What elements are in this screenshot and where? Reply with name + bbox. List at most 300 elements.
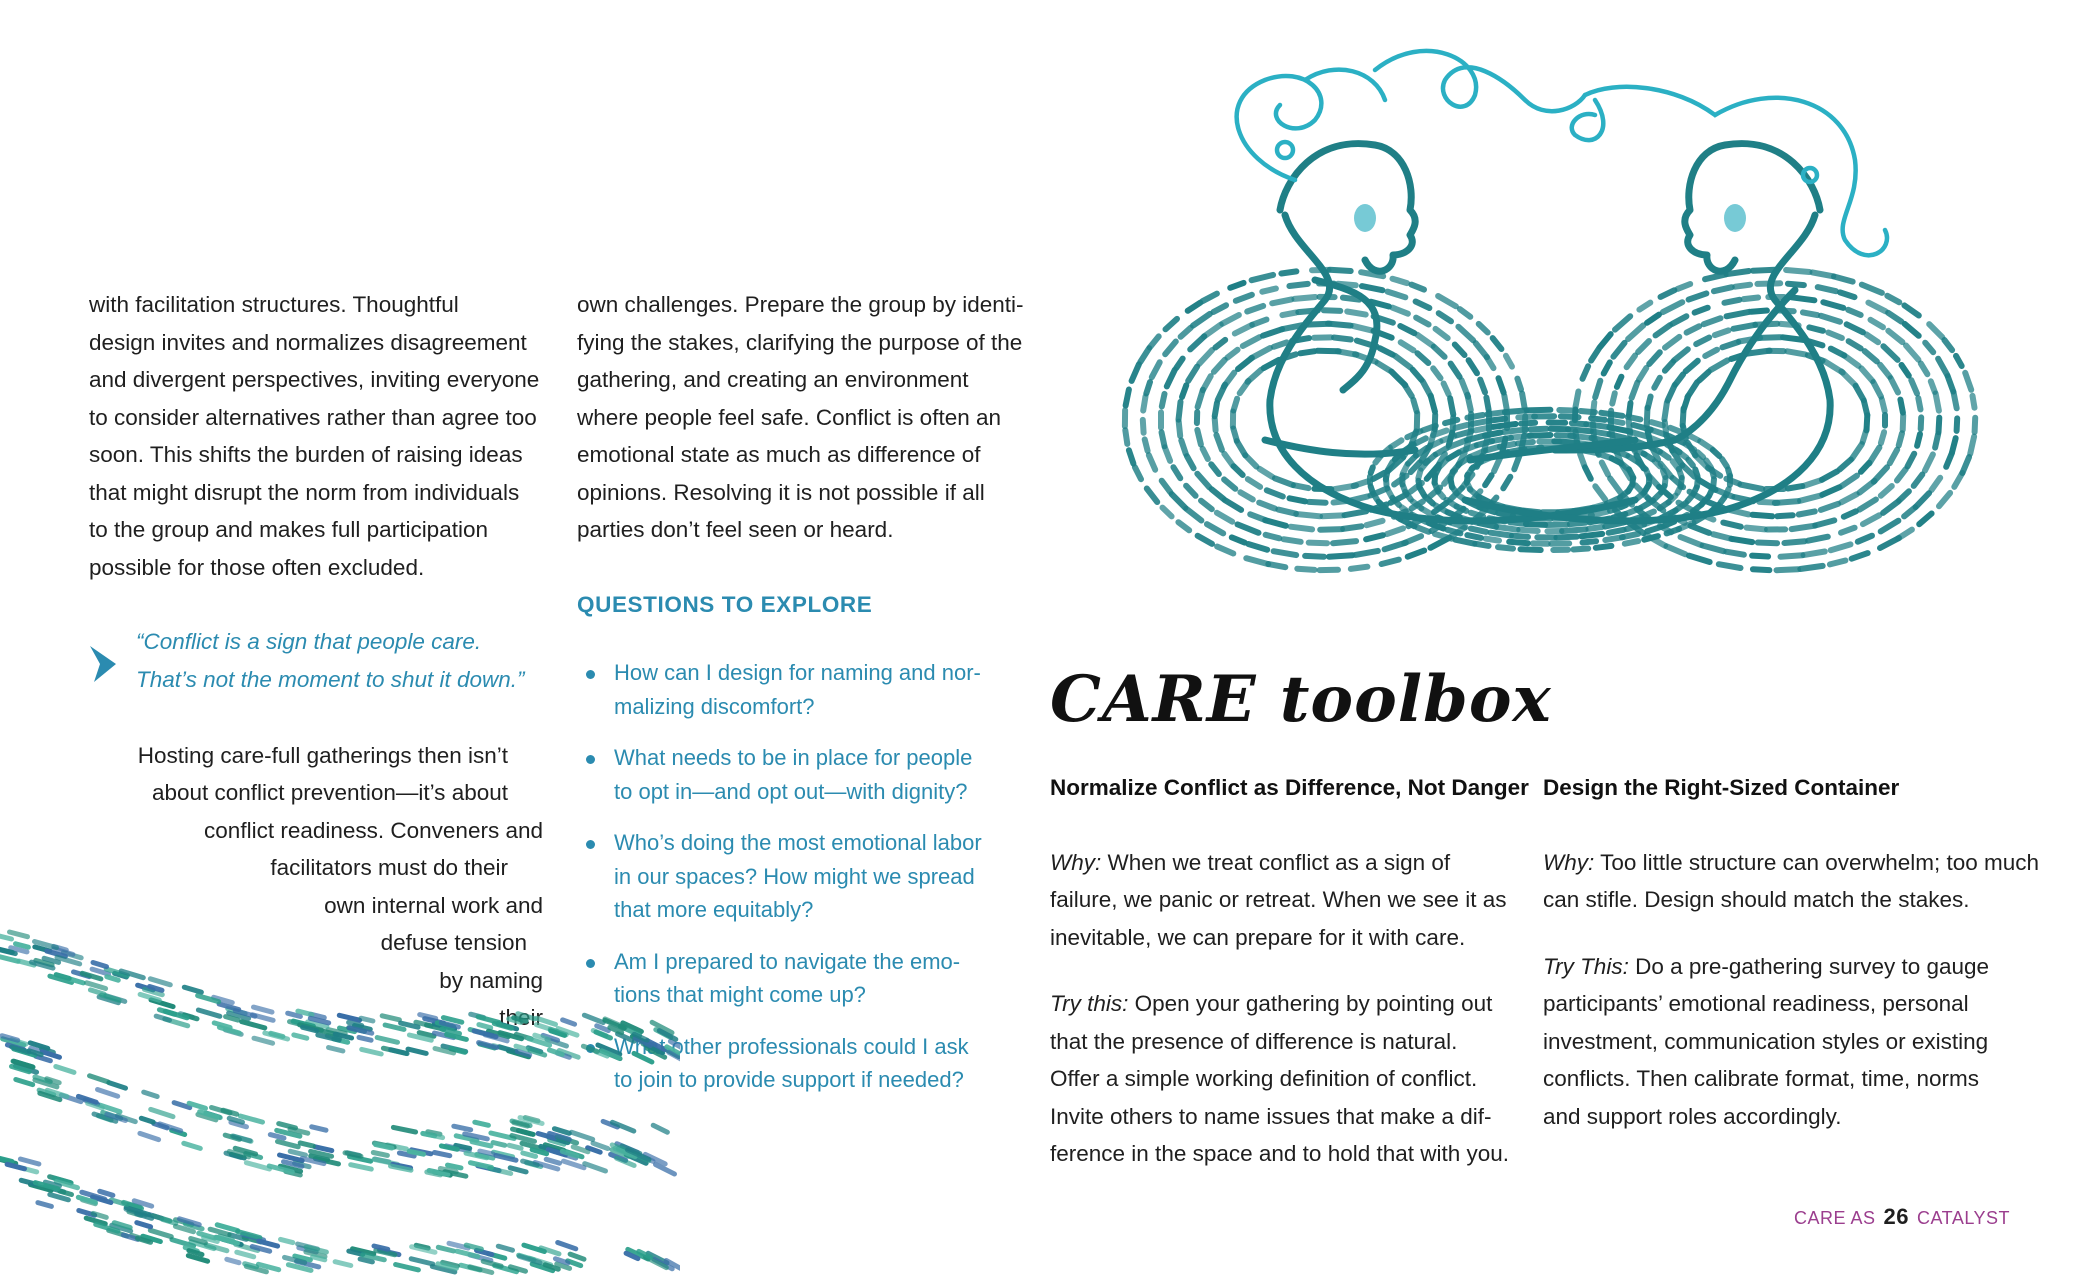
left-body-line: that might disrupt the norm from individuals xyxy=(89,479,520,505)
brush-dash xyxy=(1418,470,1420,478)
brush-dash xyxy=(1852,553,1868,559)
brush-dash xyxy=(1233,429,1237,441)
brush-dash xyxy=(1518,442,1533,444)
brush-dash xyxy=(1388,489,1392,497)
wave-dash xyxy=(585,1164,606,1171)
brush-dash xyxy=(1695,308,1708,313)
brush-dash xyxy=(1163,508,1172,517)
toolbox-left-column xyxy=(1050,769,1530,1202)
brush-dash xyxy=(1395,356,1411,368)
brush-dash xyxy=(1224,373,1234,387)
brush-dash xyxy=(1388,462,1393,470)
wave-dash xyxy=(265,1033,288,1039)
brush-dash xyxy=(1916,493,1930,507)
brush-dash xyxy=(1146,382,1150,394)
stair-line: own internal work and xyxy=(324,893,543,918)
toolbox-right-why xyxy=(1543,844,2040,919)
toolbox-left-why-label: Why: xyxy=(1050,849,1102,875)
brush-dash xyxy=(1917,434,1920,446)
middle-body-line: parties don’t feel seen or heard. xyxy=(577,517,894,542)
brush-dash xyxy=(1246,558,1268,564)
brush-dash xyxy=(1625,541,1638,544)
wave-dash xyxy=(227,1259,239,1262)
brush-dash xyxy=(1904,507,1915,516)
brush-dash xyxy=(1883,501,1899,513)
brush-dash xyxy=(1284,539,1301,542)
brush-dash xyxy=(1678,284,1691,289)
wave-dash xyxy=(490,1169,511,1174)
left-body-line: design invites and normalizes disagreement xyxy=(89,329,527,355)
brush-dash xyxy=(1371,467,1373,472)
brush-dash xyxy=(1505,410,1527,412)
wave-dash xyxy=(137,1223,151,1227)
brush-dash xyxy=(1670,428,1682,433)
brush-dash xyxy=(1690,526,1709,533)
brush-dash xyxy=(1663,302,1682,312)
brush-dash xyxy=(1149,455,1155,470)
brush-dash xyxy=(1162,481,1171,493)
brush-dash xyxy=(1650,429,1665,434)
left-body-line: to consider alternatives rather than agree too xyxy=(89,404,537,430)
brush-dash xyxy=(1689,293,1707,299)
wave-dash xyxy=(214,1023,230,1028)
wave-dash xyxy=(572,1132,593,1139)
brush-dash xyxy=(1556,537,1577,538)
brush-dash xyxy=(1260,469,1273,477)
brush-dash xyxy=(1165,447,1170,461)
brush-dash xyxy=(1458,327,1473,341)
brush-dash xyxy=(1252,275,1274,280)
brush-dash xyxy=(1610,478,1621,493)
question-line: What needs to be in place for people xyxy=(614,745,973,770)
question-line: to opt in—and opt out—with dignity? xyxy=(614,778,968,804)
toolbox-right-try-line: Do a pre-gathering survey to gauge xyxy=(1628,953,1990,979)
brush-dash xyxy=(1847,324,1863,332)
question-line: to join to provide support if needed? xyxy=(614,1067,964,1092)
brush-dash xyxy=(1248,479,1260,487)
wave-dash xyxy=(82,973,101,979)
question-item xyxy=(584,656,1014,723)
brush-dash xyxy=(1647,315,1659,323)
brush-dash xyxy=(1417,335,1432,346)
brush-dash xyxy=(1595,381,1600,398)
brush-dash xyxy=(1800,495,1821,500)
brush-dash xyxy=(1296,514,1320,516)
wave-dash xyxy=(151,1109,173,1116)
brush-dash xyxy=(1182,385,1186,397)
wave-dash xyxy=(36,1056,51,1061)
brush-dash xyxy=(1931,478,1940,490)
brush-dash xyxy=(1418,481,1419,487)
wave-dash xyxy=(298,1011,312,1015)
wave-dash xyxy=(493,1143,505,1146)
brush-dash xyxy=(1193,314,1210,326)
brush-dash xyxy=(1712,470,1714,477)
wave-dash xyxy=(514,1018,527,1022)
wave-dash xyxy=(60,1191,72,1194)
brush-dash xyxy=(1581,534,1602,536)
middle-body-line: own challenges. Prepare the group by identi- xyxy=(577,292,1024,317)
brush-dash xyxy=(1334,338,1351,340)
brush-dash xyxy=(1751,311,1767,312)
brush-dash xyxy=(1759,502,1777,503)
teal-brushstroke-waves xyxy=(0,920,680,1275)
toolbox-right-why-label: Why: xyxy=(1543,849,1595,875)
brush-dash xyxy=(1803,312,1817,315)
brush-dash xyxy=(1570,523,1586,525)
brush-dash xyxy=(1143,396,1145,410)
wave-dash xyxy=(329,1048,343,1052)
brush-dash xyxy=(1404,384,1412,396)
brush-dash xyxy=(1366,535,1383,539)
brush-dash xyxy=(1952,438,1956,452)
stair-line: their xyxy=(499,1005,543,1030)
brush-dash xyxy=(1834,277,1853,282)
wave-dash xyxy=(564,1161,585,1168)
brush-dash xyxy=(1595,486,1605,499)
brush-dash xyxy=(1203,376,1211,390)
brush-dash xyxy=(1401,342,1414,350)
brush-dash xyxy=(1722,459,1727,466)
brush-dash xyxy=(1679,469,1682,477)
toolbox-left-heading: Normalize Conflict as Difference, Not Danger xyxy=(1050,775,1529,800)
folio-left: CARE AS xyxy=(1793,1208,1876,1228)
wave-dash xyxy=(411,1259,433,1264)
quote-chevron-icon xyxy=(86,642,122,686)
toolbox-left-try-label: Try this: xyxy=(1050,991,1129,1016)
wave-dash xyxy=(498,1246,512,1250)
brush-dash xyxy=(1883,346,1897,360)
brush-dash xyxy=(1479,324,1488,333)
wave-dash xyxy=(38,1203,52,1207)
brush-dash xyxy=(1956,356,1962,366)
brush-dash xyxy=(1864,401,1867,415)
wave-dash xyxy=(150,1230,171,1236)
wave-dash xyxy=(259,1241,278,1246)
brush-dash xyxy=(1267,490,1283,496)
brush-dash xyxy=(1699,372,1709,381)
brush-dash xyxy=(1903,415,1904,430)
brush-dash xyxy=(1900,400,1903,413)
brush-dash xyxy=(1665,362,1673,371)
brush-dash xyxy=(1591,348,1600,361)
brush-dash xyxy=(1547,525,1567,526)
brush-dash xyxy=(1602,463,1608,475)
wave-dash xyxy=(0,956,18,962)
brush-dash xyxy=(1672,316,1686,324)
brush-dash xyxy=(1938,359,1947,375)
wave-dash xyxy=(518,1131,533,1135)
wave-dash xyxy=(438,1247,453,1251)
brush-dash xyxy=(1492,438,1511,441)
brush-dash xyxy=(1591,418,1605,420)
brush-dash xyxy=(1939,493,1950,506)
brush-dash xyxy=(1217,547,1233,554)
brush-dash xyxy=(1215,340,1225,348)
toolbox-left-why xyxy=(1050,844,1530,957)
wave-dash xyxy=(210,1229,229,1234)
brush-dash xyxy=(1347,312,1366,315)
brush-dash xyxy=(1150,336,1159,347)
brush-dash xyxy=(1887,296,1899,303)
brush-dash xyxy=(1908,454,1915,467)
left-column-body xyxy=(89,286,559,586)
brush-dash xyxy=(1366,521,1382,525)
wave-dash xyxy=(483,1261,501,1266)
bullet-dot-icon xyxy=(586,755,595,764)
brush-dash xyxy=(1152,362,1160,377)
brush-dash xyxy=(1931,381,1935,392)
question-line: How can I design for naming and nor- xyxy=(614,660,981,685)
brush-dash xyxy=(1217,513,1232,522)
bullet-dot-icon xyxy=(586,840,595,849)
wave-dash xyxy=(339,1015,359,1020)
brush-dash xyxy=(1687,326,1700,332)
toolbox-left-why-line: inevitable, we can prepare for it with care. xyxy=(1050,924,1466,950)
middle-body-paragraph xyxy=(577,286,1047,549)
brush-dash xyxy=(1856,386,1864,400)
wave-dash xyxy=(435,1153,450,1156)
brush-dash xyxy=(1259,503,1275,509)
brush-dash xyxy=(1841,476,1857,487)
brush-dash xyxy=(1162,394,1165,407)
brush-dash xyxy=(1203,449,1208,459)
brush-dash xyxy=(1863,515,1880,524)
brush-dash xyxy=(1581,411,1595,412)
stair-line: Hosting care-full gatherings then isn’t xyxy=(137,743,508,768)
brush-dash xyxy=(1486,539,1500,541)
brush-dash xyxy=(1309,502,1326,503)
brush-dash xyxy=(1503,430,1526,433)
brush-dash xyxy=(1460,309,1470,317)
brush-dash xyxy=(1467,395,1470,410)
brush-dash xyxy=(1849,341,1861,348)
brush-dash xyxy=(1234,399,1238,411)
brush-dash xyxy=(1188,303,1201,311)
question-line: Am I prepared to navigate the emo- xyxy=(614,948,961,974)
brush-dash xyxy=(1492,419,1506,421)
brush-dash xyxy=(1844,511,1856,516)
wave-dash xyxy=(570,1254,584,1259)
brush-dash xyxy=(1629,469,1633,478)
brush-dash xyxy=(1841,494,1857,502)
brush-dash xyxy=(1644,536,1658,540)
wave-dash xyxy=(109,1083,126,1089)
brush-dash xyxy=(1212,489,1224,499)
brush-dash xyxy=(1235,325,1252,334)
brush-dash xyxy=(1487,412,1504,414)
brush-dash xyxy=(1498,547,1513,549)
wave-dash xyxy=(478,1017,499,1023)
brush-dash xyxy=(1668,385,1675,401)
wave-dash xyxy=(345,1153,361,1157)
brush-dash xyxy=(1252,320,1266,325)
brush-dash xyxy=(1865,351,1877,361)
brush-dash xyxy=(1393,279,1408,283)
brush-dash xyxy=(1906,346,1918,360)
wave-dash xyxy=(140,1133,159,1139)
brush-dash xyxy=(1275,478,1293,485)
toolbox-right-column xyxy=(1543,769,2040,1164)
wave-dash xyxy=(558,1243,576,1249)
brush-dash xyxy=(1333,541,1356,543)
brush-dash xyxy=(1586,424,1607,427)
wave-dash xyxy=(597,1026,609,1031)
brush-dash xyxy=(1272,299,1291,303)
brush-dash xyxy=(1753,569,1770,570)
stair-line: defuse tension xyxy=(380,930,527,955)
brush-dash xyxy=(1162,432,1165,446)
brush-dash xyxy=(1831,544,1851,550)
brush-dash xyxy=(1954,392,1957,408)
brush-dash xyxy=(1957,418,1958,431)
brush-dash xyxy=(1167,370,1175,387)
brush-dash xyxy=(1411,285,1424,290)
brush-dash xyxy=(1664,403,1667,420)
wave-dash xyxy=(412,1247,435,1253)
brush-dash xyxy=(1694,488,1697,494)
stair-line: by naming xyxy=(439,968,543,993)
brush-dash xyxy=(1601,413,1622,416)
wave-dash xyxy=(420,1015,436,1019)
brush-dash xyxy=(1693,504,1702,511)
brush-dash xyxy=(1841,371,1855,385)
toolbox-left-why-line: failure, we panic or retreat. When we see it as xyxy=(1050,887,1507,912)
wave-dash xyxy=(563,1020,575,1024)
brush-dash xyxy=(1823,302,1843,308)
brush-dash xyxy=(1609,530,1624,533)
brush-dash xyxy=(1522,393,1524,407)
brush-dash xyxy=(1585,467,1591,479)
toolbox-right-try-line: participants’ emotional readiness, personal xyxy=(1543,991,1969,1016)
brush-dash xyxy=(1661,452,1669,457)
brush-dash xyxy=(1866,334,1878,342)
brush-dash xyxy=(1665,337,1679,348)
brush-dash xyxy=(1281,271,1296,273)
brush-dash xyxy=(1689,556,1710,562)
brush-dash xyxy=(1388,292,1406,298)
brush-dash xyxy=(1485,475,1492,485)
brush-dash xyxy=(1329,555,1353,557)
wave-dash xyxy=(226,1017,238,1021)
brush-dash xyxy=(1882,399,1885,411)
brush-dash xyxy=(1179,422,1181,436)
brush-dash xyxy=(1936,394,1939,411)
brush-dash xyxy=(1705,274,1726,279)
brush-dash xyxy=(1487,357,1494,368)
wave-dash xyxy=(270,1135,284,1139)
wave-dash xyxy=(523,1153,536,1156)
brush-dash xyxy=(1215,403,1217,417)
wave-dash xyxy=(374,1246,388,1249)
brush-dash xyxy=(1467,415,1483,418)
brush-dash xyxy=(1438,296,1456,306)
brush-dash xyxy=(1818,287,1836,291)
brush-dash xyxy=(1605,537,1623,540)
brush-dash xyxy=(1407,431,1420,437)
brush-dash xyxy=(1788,284,1804,285)
brush-dash xyxy=(1530,435,1551,436)
brush-dash xyxy=(1503,477,1510,489)
brush-dash xyxy=(1240,492,1252,499)
brush-dash xyxy=(1674,349,1688,360)
brush-dash xyxy=(1759,337,1781,338)
brush-dash xyxy=(1323,515,1343,516)
brush-dash xyxy=(1166,319,1178,329)
wave-dash xyxy=(477,1250,492,1254)
brush-dash xyxy=(1444,384,1449,395)
brush-dash xyxy=(1519,530,1538,531)
bullet-dot-icon xyxy=(586,670,595,679)
pull-quote xyxy=(136,623,556,698)
brush-dash xyxy=(1786,270,1809,272)
brush-dash xyxy=(1902,365,1909,376)
brush-dash xyxy=(1469,360,1477,373)
brush-dash xyxy=(1713,534,1733,539)
brush-dash xyxy=(1861,368,1872,381)
brush-dash xyxy=(1753,270,1775,271)
brush-dash xyxy=(1224,454,1233,466)
wave-dash xyxy=(359,1037,371,1040)
brush-dash xyxy=(1921,417,1922,429)
brush-dash xyxy=(1494,424,1516,427)
brush-dash xyxy=(1309,543,1327,544)
brush-dash xyxy=(1830,561,1846,565)
brush-dash xyxy=(1455,540,1474,544)
brush-dash xyxy=(1418,353,1429,363)
brush-dash xyxy=(1651,422,1662,425)
brush-dash xyxy=(1911,380,1917,393)
wave-dash xyxy=(376,1145,392,1148)
brush-dash xyxy=(1944,340,1952,350)
brush-dash xyxy=(1274,342,1287,346)
wave-dash xyxy=(479,1025,491,1028)
brush-dash xyxy=(1457,431,1472,435)
brush-dash xyxy=(1504,396,1506,409)
brush-dash xyxy=(1248,544,1267,550)
folio-right: CATALYST xyxy=(1916,1208,2010,1228)
brush-dash xyxy=(1946,453,1952,467)
brush-dash xyxy=(1417,527,1429,532)
page-number: 26 xyxy=(1883,1204,1909,1229)
brush-dash xyxy=(1371,486,1373,492)
brush-dash xyxy=(1728,469,1730,475)
middle-column-body xyxy=(577,286,1047,549)
brush-dash xyxy=(1451,364,1460,377)
brush-dash xyxy=(1456,425,1468,428)
brush-dash xyxy=(1724,300,1739,303)
wave-dash xyxy=(290,1151,305,1155)
brush-dash xyxy=(1140,348,1149,362)
brush-dash xyxy=(1954,473,1962,487)
brush-dash xyxy=(1792,526,1815,529)
brush-dash xyxy=(1181,440,1186,453)
wave-dash xyxy=(593,1143,608,1148)
brush-dash xyxy=(1436,329,1448,338)
brush-dash xyxy=(1809,327,1823,330)
left-body-line: possible for those often excluded. xyxy=(89,554,425,580)
brush-dash xyxy=(1172,494,1186,508)
wave-dash xyxy=(351,1165,372,1169)
hair-swirls xyxy=(1237,51,1887,255)
wave-dash xyxy=(254,1007,273,1012)
dash-field xyxy=(1125,270,1975,570)
middle-body-line: opinions. Resolving it is not possible if all xyxy=(577,479,985,505)
brush-dash xyxy=(1689,436,1698,441)
wave-dash xyxy=(499,1047,516,1052)
wave-dash xyxy=(0,936,12,939)
question-line: Who’s doing the most emotional labor xyxy=(614,830,982,855)
